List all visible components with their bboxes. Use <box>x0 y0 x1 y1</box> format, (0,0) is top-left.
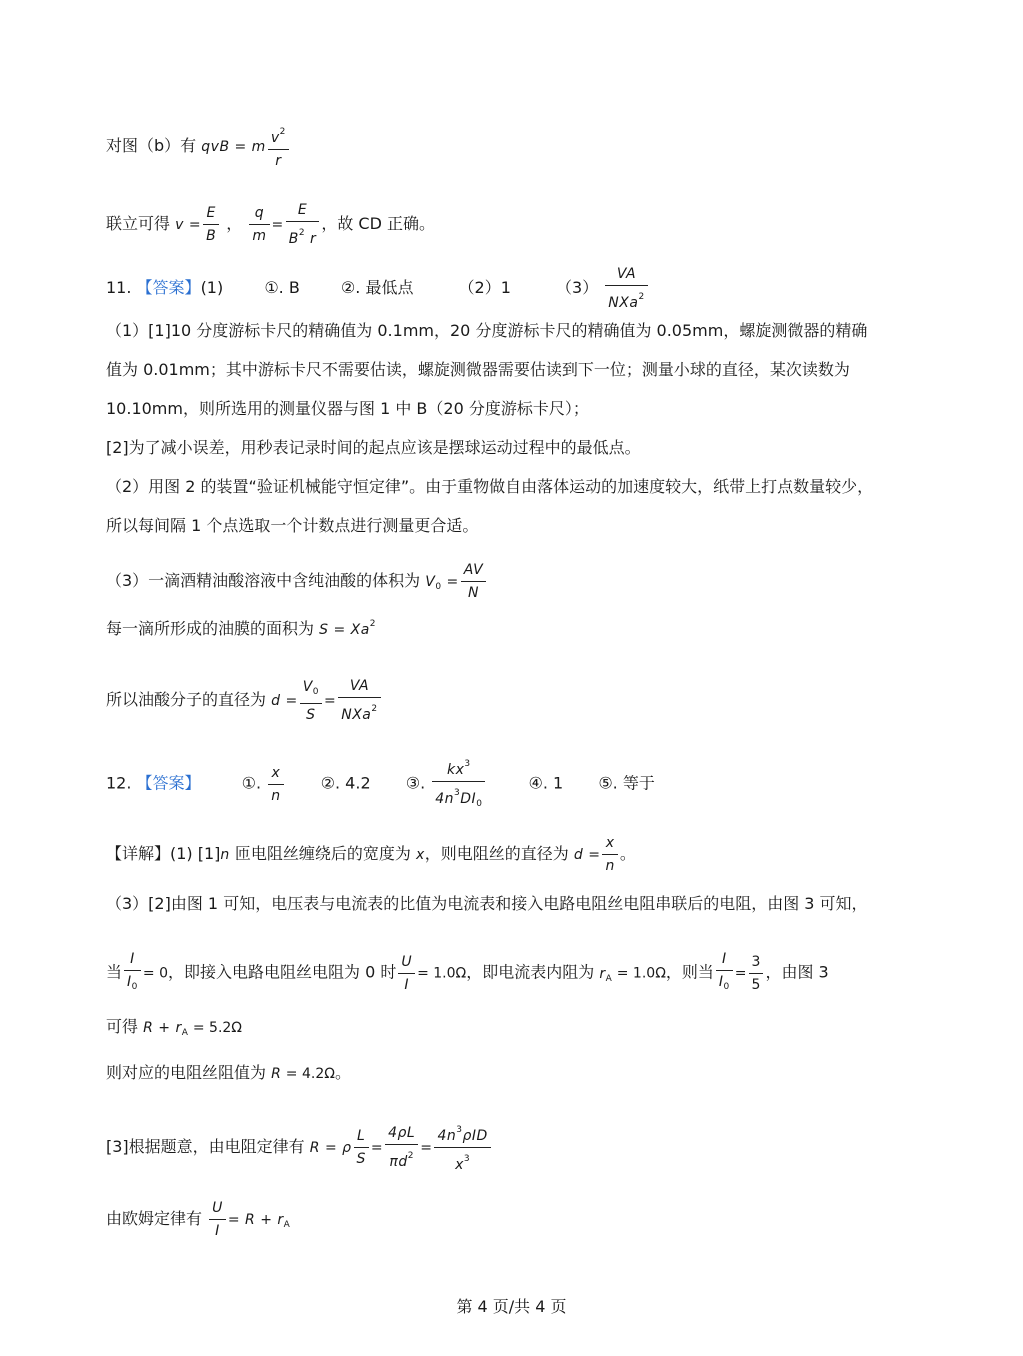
fraction-4n3-x3: $\frac{4n^3\rho ID}{x^3}$ <box>434 1120 490 1175</box>
fraction-x-n: $\frac{x}{n}$ <box>268 763 283 806</box>
fraction-4rhol-pid2: $\frac{4\rho L}{\pi d^2}$ <box>385 1123 418 1172</box>
detail-line-2: （3）[2]由图 1 可知，电压表与电流表的比值为电流表和接入电路电阻丝电阻串联后的电阻，由图 3 可知， <box>106 894 868 913</box>
page-footer: 第 4 页/共 4 页 <box>456 1297 567 1316</box>
equation-s-xa2: $S = Xa^2$ <box>319 619 377 638</box>
q11-line-6: 所以每间隔 1 个点选取一个计数点进行测量更合适。 <box>106 516 479 535</box>
fraction-x-n-2: $\frac{x}{n}$ <box>602 833 617 876</box>
fraction-e-b: $\frac{E}{B}$ <box>203 203 219 246</box>
equation-qvb: qvB = m <box>201 139 266 155</box>
fraction-kx3: $\frac{kx^3}{4n^3DI_0}$ <box>432 754 485 814</box>
q12-answer-line: 12. 【答案】 ①. $\frac{x}{n}$ ②. 4.2 ③. $\frac{kx^3}{4n^3DI_0}$ ④. 1 ⑤. 等于 <box>106 754 655 814</box>
fraction-3-5: $\frac{3}{5}$ <box>749 952 764 995</box>
fraction-e-b2r: $\frac{E}{B^2 r}$ <box>286 200 320 249</box>
answer-tag: 【答案】 <box>136 278 201 297</box>
fraction-l-s: $\frac{L}{S}$ <box>354 1126 369 1169</box>
fraction-u-i: $\frac{U}{I}$ <box>398 952 415 995</box>
fraction-u-i-2: $\frac{U}{I}$ <box>209 1198 226 1241</box>
detail-line-3: 当 $\frac{I}{I_0}$ = 0，即接入电路电阻丝电阻为 0 时 $\frac{U}{I}$ = 1.0Ω，即电流表内阻为 $r_A = 1.0\Omega$，则当 $\frac{I}{I_0}$ = $\frac{3}{5}$ ，由图 3 <box>106 949 829 997</box>
q11-line-1: （1）[1]10 分度游标卡尺的精确值为 0.1mm，20 分度游标卡尺的精确值为 0.05mm，螺旋测微器的精确 <box>106 321 868 340</box>
fraction-v2-r: $\frac{v^2}{r}$ <box>268 122 289 171</box>
detail-line-5: 则对应的电阻丝阻值为 R = 4.2Ω。 <box>106 1063 351 1082</box>
fraction-va-nxa2: $\frac{VA}{NXa^2}$ <box>605 264 647 313</box>
line-v0: （3）一滴酒精油酸溶液中含纯油酸的体积为 $V_0$ = $\frac{AV}{N}$ <box>106 560 488 603</box>
detail-line-6: [3]根据题意，由电阻定律有 R = ρ $\frac{L}{S}$ = $\frac{4\rho L}{\pi d^2}$ = $\frac{4n^3\rho ID}{x^3}$ <box>106 1120 493 1175</box>
fraction-va-nxa2-2: $\frac{VA}{NXa^2}$ <box>338 676 380 725</box>
detail-line: 【详解】(1) [1]n 匝电阻丝缠绕后的宽度为 x，则电阻丝的直径为 d = $\frac{x}{n}$ 。 <box>106 835 636 874</box>
q11-line-3: 10.10mm，则所选用的测量仪器与图 1 中 B（20 分度游标卡尺）； <box>106 399 589 418</box>
fraction-i-i0: $\frac{I}{I_0}$ <box>124 949 141 997</box>
q11-line-5: （2）用图 2 的装置“验证机械能守恒定律”。由于重物做自由落体运动的加速度较大，纸带上打点数量较少， <box>106 477 874 496</box>
fraction-av-n: $\frac{AV}{N}$ <box>461 560 486 603</box>
answer-tag-12: 【答案】 <box>136 773 201 793</box>
line-qvb: 对图（b）有 qvB = m $\frac{v^2}{r}$ <box>106 122 291 171</box>
q11-line-4: [2]为了减小误差，用秒表记录时间的起点应该是摆球运动过程中的最低点。 <box>106 438 641 457</box>
line-area: 每一滴所形成的油膜的面积为 $S = Xa^2$ <box>106 619 377 638</box>
q11-answer-line: 11. 【答案】(1) ①. B ②. 最低点 （2）1 （3） $\frac{VA}{NXa^2}$ <box>106 264 650 313</box>
line-combine: 联立可得 v = $\frac{E}{B}$ ， $\frac{q}{m}$ = $\frac{E}{B^2 r}$ ，故 CD 正确。 <box>106 202 435 247</box>
fraction-q-m: $\frac{q}{m}$ <box>249 203 269 246</box>
fraction-v0-s: $\frac{V_0}{S}$ <box>300 677 322 725</box>
line-diameter: 所以油酸分子的直径为 d = $\frac{V_0}{S}$ = $\frac{VA}{NXa^2}$ <box>106 676 383 725</box>
detail-line-7: 由欧姆定律有 $\frac{U}{I}$ = $R + r_A$ <box>106 1200 291 1239</box>
q11-line-2: 值为 0.01mm；其中游标卡尺不需要估读，螺旋测微器需要估读到下一位；测量小球的直径，某次读数为 <box>106 360 850 379</box>
fraction-i-i0-2: $\frac{I}{I_0}$ <box>716 949 733 997</box>
detail-line-4: 可得 $R + r_A = 5.2\Omega$ <box>106 1017 242 1038</box>
